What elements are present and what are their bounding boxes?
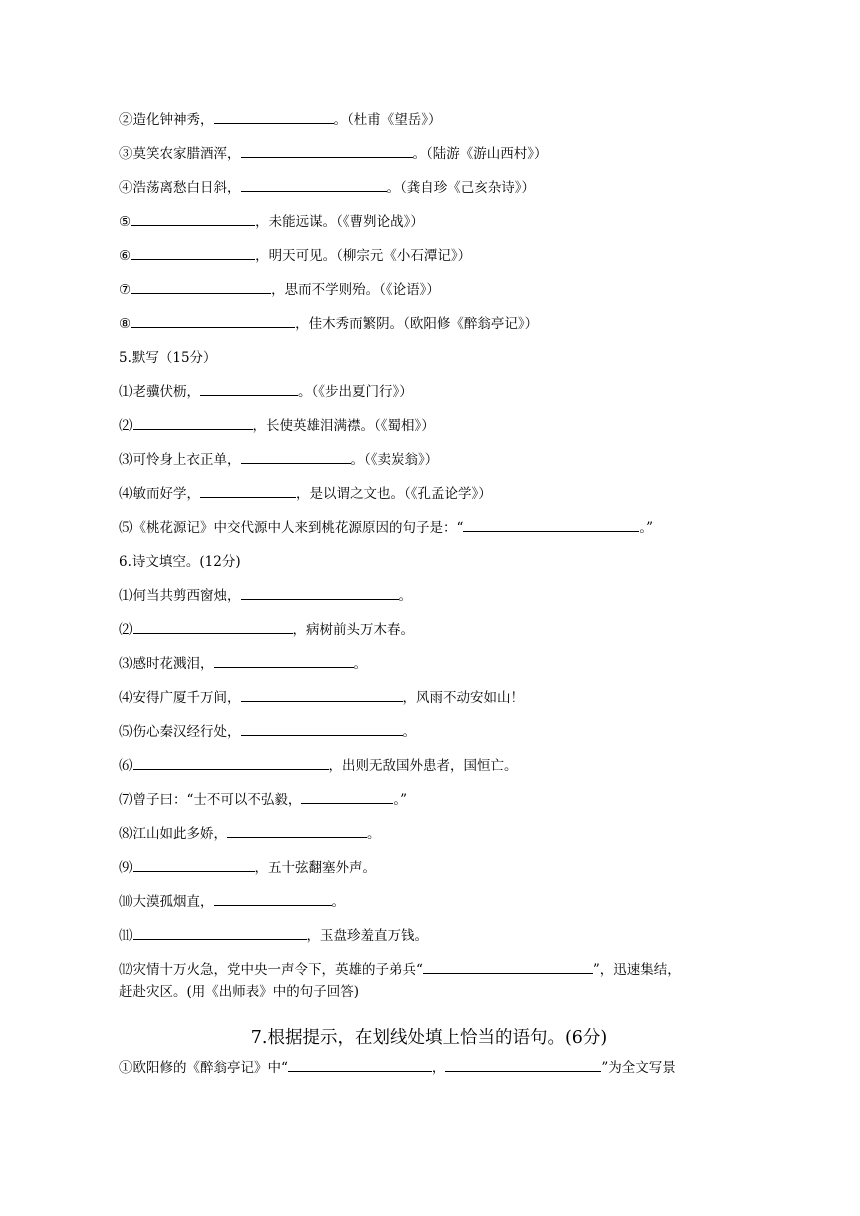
fill-item-suffix: 。 <box>331 894 345 910</box>
answer-blank[interactable] <box>214 891 332 906</box>
poem-fill-lines <box>119 109 739 347</box>
answer-blank[interactable] <box>133 619 293 634</box>
fill-item <box>119 177 739 211</box>
fill-item-prefix: ③莫笑农家腊酒浑， <box>119 146 241 162</box>
answer-blank[interactable] <box>214 109 334 124</box>
answer-blank[interactable] <box>423 959 593 974</box>
fill-item-suffix: ，玉盘珍羞直万钱。 <box>306 928 428 944</box>
answer-blank[interactable] <box>241 449 351 464</box>
answer-blank[interactable] <box>200 483 296 498</box>
fill-item <box>119 585 739 619</box>
fill-item-suffix: ，是以谓之文也。（《孔孟论学》） <box>296 486 492 502</box>
fill-item-suffix: 。 <box>398 588 412 604</box>
question-12-text: ⑿灾情十万火急，党中央一声令下，英雄的子弟兵“ <box>119 962 423 978</box>
question-7-1 <box>119 1057 739 1091</box>
question-12-continuation: 赶赴灾区。(用《出师表》中的句子回答) <box>119 984 360 1000</box>
answer-blank[interactable] <box>241 143 413 158</box>
answer-blank[interactable] <box>463 517 639 532</box>
fill-item-prefix: ⑸《桃花源记》中交代源中人来到桃花源原因的句子是：“ <box>119 520 464 536</box>
fill-item-prefix: ⑹ <box>119 758 133 774</box>
fill-item-prefix: ⑽大漠孤烟直， <box>119 894 214 910</box>
fill-item-prefix: ⑾ <box>119 928 133 944</box>
fill-item <box>119 755 739 789</box>
fill-item-suffix: ，思而不学则殆。（《论语》） <box>271 282 440 298</box>
fill-item-prefix: ⑷安得广厦千万间， <box>119 690 241 706</box>
fill-item-suffix: 。（杜甫《望岳》） <box>333 112 442 128</box>
fill-item-prefix: ⑶可怜身上衣正单， <box>119 452 241 468</box>
fill-item <box>119 857 739 891</box>
section-5-title: 5.默写（15分） <box>119 350 217 366</box>
fill-item <box>119 925 739 959</box>
answer-blank[interactable] <box>288 1057 432 1072</box>
fill-item <box>119 143 739 177</box>
answer-blank[interactable] <box>133 857 255 872</box>
fill-item-prefix: ⑺曾子曰：“士不可以不弘毅， <box>119 792 302 808</box>
fill-item <box>119 721 739 755</box>
fill-item-suffix: ，病树前头万木春。 <box>292 622 414 638</box>
section-6-items <box>119 585 739 959</box>
fill-item-suffix: 。 <box>402 724 416 740</box>
fill-item-suffix: 。（龚自珍《己亥杂诗》） <box>386 180 535 196</box>
question-7-1-suffix: ”为全文写景 <box>601 1060 676 1076</box>
fill-item-prefix: ⑵ <box>119 418 133 434</box>
fill-item <box>119 619 739 653</box>
fill-item-prefix: ⑧ <box>119 316 132 332</box>
fill-item-prefix: ④浩荡离愁白日斜， <box>119 180 241 196</box>
question-7-1-separator: ， <box>431 1060 446 1076</box>
fill-item <box>119 245 739 279</box>
fill-item-suffix: ，长使英雄泪满襟。（《蜀相》） <box>252 418 435 434</box>
answer-blank[interactable] <box>131 279 271 294</box>
answer-blank[interactable] <box>241 721 403 736</box>
section-5-items <box>119 381 739 551</box>
fill-item-suffix: ，五十弦翻塞外声。 <box>254 860 376 876</box>
fill-item <box>119 109 739 143</box>
section-6-title: 6.诗文填空。(12分) <box>119 554 241 570</box>
answer-blank[interactable] <box>241 585 399 600</box>
fill-item-suffix: 。” <box>393 792 408 808</box>
fill-item-suffix: 。（《步出夏门行》） <box>298 384 413 400</box>
section-7-title: 7.根据提示，在划线处填上恰当的语句。(6分) <box>250 1028 608 1048</box>
fill-item-suffix: ，出则无敌国外患者，国恒亡。 <box>328 758 518 774</box>
answer-blank[interactable] <box>133 415 253 430</box>
fill-item-prefix: ⑥ <box>119 248 132 264</box>
question-12-suffix: ”，迅速集结， <box>592 962 681 978</box>
fill-item-suffix: ，风雨不动安如山！ <box>402 690 524 706</box>
answer-blank[interactable] <box>133 755 329 770</box>
fill-item-suffix: 。（《卖炭翁》） <box>350 452 439 468</box>
fill-item-prefix: ⑴老骥伏枥， <box>119 384 200 400</box>
fill-item-prefix: ⑤ <box>119 214 132 230</box>
fill-item <box>119 891 739 925</box>
fill-item-prefix: ⑦ <box>119 282 132 298</box>
answer-blank[interactable] <box>227 823 367 838</box>
fill-item <box>119 313 739 347</box>
fill-item <box>119 449 739 483</box>
fill-item-suffix: ，未能远谋。（《曹刿论战》） <box>255 214 424 230</box>
answer-blank[interactable] <box>445 1057 601 1072</box>
answer-blank[interactable] <box>131 211 255 226</box>
answer-blank[interactable] <box>131 313 295 328</box>
answer-blank[interactable] <box>200 381 298 396</box>
fill-item <box>119 211 739 245</box>
fill-item <box>119 653 739 687</box>
fill-item-suffix: 。” <box>639 520 654 536</box>
fill-item-prefix: ⑶感时花溅泪， <box>119 656 214 672</box>
fill-item-prefix: ⑷敏而好学， <box>119 486 200 502</box>
fill-item-prefix: ⑻江山如此多娇， <box>119 826 227 842</box>
fill-item <box>119 823 739 857</box>
answer-blank[interactable] <box>301 789 393 804</box>
fill-item <box>119 279 739 313</box>
fill-item-suffix: 。 <box>367 826 381 842</box>
question-12 <box>119 959 739 981</box>
fill-item <box>119 415 739 449</box>
fill-item <box>119 789 739 823</box>
fill-item-prefix: ⑴何当共剪西窗烛， <box>119 588 241 604</box>
fill-item-suffix: ，佳木秀而繁阴。（欧阳修《醉翁亭记》） <box>295 316 539 332</box>
fill-item <box>119 687 739 721</box>
answer-blank[interactable] <box>131 245 255 260</box>
question-7-1-text: ①欧阳修的《醉翁亭记》中“ <box>119 1060 288 1076</box>
fill-item-suffix: 。 <box>353 656 367 672</box>
answer-blank[interactable] <box>214 653 354 668</box>
fill-item-prefix: ⑼ <box>119 860 133 876</box>
answer-blank[interactable] <box>133 925 307 940</box>
answer-blank[interactable] <box>241 177 387 192</box>
fill-item-prefix: ⑸伤心秦汉经行处， <box>119 724 241 740</box>
fill-item <box>119 483 739 517</box>
fill-item-suffix: 。（陆游《游山西村》） <box>412 146 548 162</box>
page-content <box>119 109 739 1091</box>
fill-item <box>119 517 739 551</box>
fill-item-prefix: ⑵ <box>119 622 133 638</box>
answer-blank[interactable] <box>241 687 403 702</box>
fill-item-suffix: ，明天可见。（柳宗元《小石潭记》） <box>255 248 472 264</box>
fill-item-prefix: ②造化钟神秀， <box>119 112 214 128</box>
fill-item <box>119 381 739 415</box>
